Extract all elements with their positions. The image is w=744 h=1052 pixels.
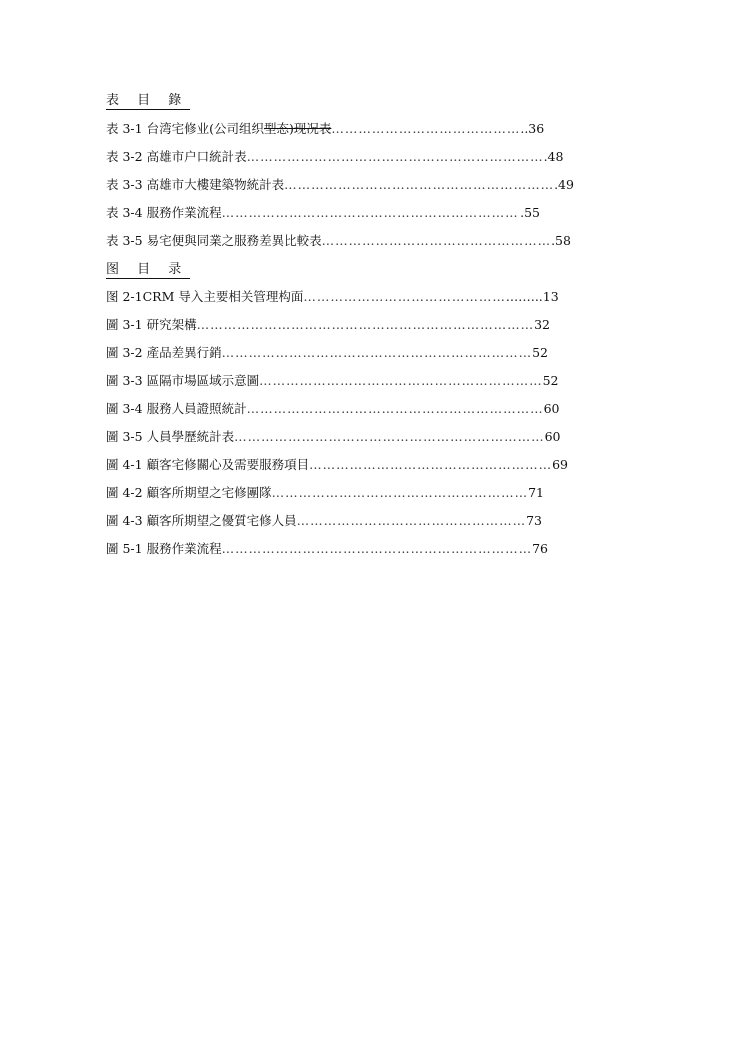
leader-dots: ………………………………………………………… [246,149,544,164]
figure-entry-label: 圖 4-2 顧客所期望之宅修團隊 [106,485,272,500]
page-number: 60 [544,429,561,444]
figure-entry [106,316,550,334]
tables-heading: 表 目 錄 [106,93,189,108]
leader-dots: …………………………………………… [296,513,527,528]
figure-entry-label: 圖 3-5 人員學歷統計表 [106,429,235,444]
table-entry-label: 表 3-4 服務作業流程 [106,205,222,220]
page-number: .55 [520,205,540,220]
figure-entry [106,372,559,390]
table-entry [106,232,571,250]
table-entry-label: 表 3-3 高雄市大樓建築物統計表 [106,177,285,192]
figure-entry [106,456,568,474]
page-number: 52 [542,373,559,388]
table-entry-label: 表 3-1 台湾宅修业(公司组织型态)现况表 [106,121,332,136]
page-number: .58 [551,233,571,248]
table-entry-label: 表 3-2 高雄市户口統計表 [106,149,247,164]
table-entry [106,176,574,194]
figure-entry [106,400,560,418]
figure-entry [106,512,540,530]
page-number: 69 [552,457,568,472]
figure-entry-label: 图 2-1CRM 导入主要相关管理构面 [106,289,304,304]
page-number: 71 [528,485,544,500]
leader-dots: ………………………………………………………… [246,401,544,416]
table-entry-label: 表 3-5 易宅便與同業之服務差異比較表 [106,233,322,248]
page-number: .……..13 [505,289,559,304]
figure-entry-label: 圖 5-1 服務作業流程 [106,541,222,556]
page-number: 32 [534,317,550,332]
figure-entry [106,428,561,446]
page-number: 76 [532,541,548,556]
leader-dots: …………………………………………………………… [234,429,545,444]
leader-dots: …………………………………………………… [284,177,555,192]
figure-entry-label: 圖 3-3 區隔市場區域示意圖 [106,373,260,388]
leader-dots: …………………………………… [331,121,521,136]
leader-dots: ………………………………………………………………… [196,317,535,332]
page-number: ..36 [520,121,545,136]
figure-entry [106,344,548,362]
leader-dots: …………………………………………………………… [221,541,533,556]
figures-heading: 图 目 录 [106,262,189,277]
leader-dots: …………………………………………… [321,233,552,248]
figure-entry-label: 圖 4-3 顧客所期望之優質宅修人員 [106,513,297,528]
page-number: .49 [554,177,574,192]
table-entry [106,148,564,166]
leader-dots: …………………………………………………………… [221,345,533,360]
page-number: 73 [526,513,542,528]
figure-entry-label: 圖 4-1 顧客宅修關心及需要服務項目 [106,457,310,472]
table-entry [106,120,545,138]
figure-entry [106,540,548,558]
figure-entry-label: 圖 3-1 研究架構 [106,317,197,332]
table-entry [106,204,540,222]
page-number: 52 [532,345,548,360]
page-number: .48 [543,149,564,164]
figure-entry-label: 圖 3-2 產品差異行銷 [106,345,222,360]
leader-dots: ……………………………………… [303,289,506,304]
leader-dots: ……………………………………………………… [259,373,543,388]
figure-entry [106,484,544,502]
leader-dots: ………………………………………………………… [221,205,519,220]
leader-dots: ……………………………………………… [309,457,553,472]
figure-entry-label: 圖 3-4 服務人員證照統計 [106,401,247,416]
figure-entry [106,288,559,306]
page-number: 60 [543,401,560,416]
leader-dots: ………………………………………………… [271,485,529,500]
